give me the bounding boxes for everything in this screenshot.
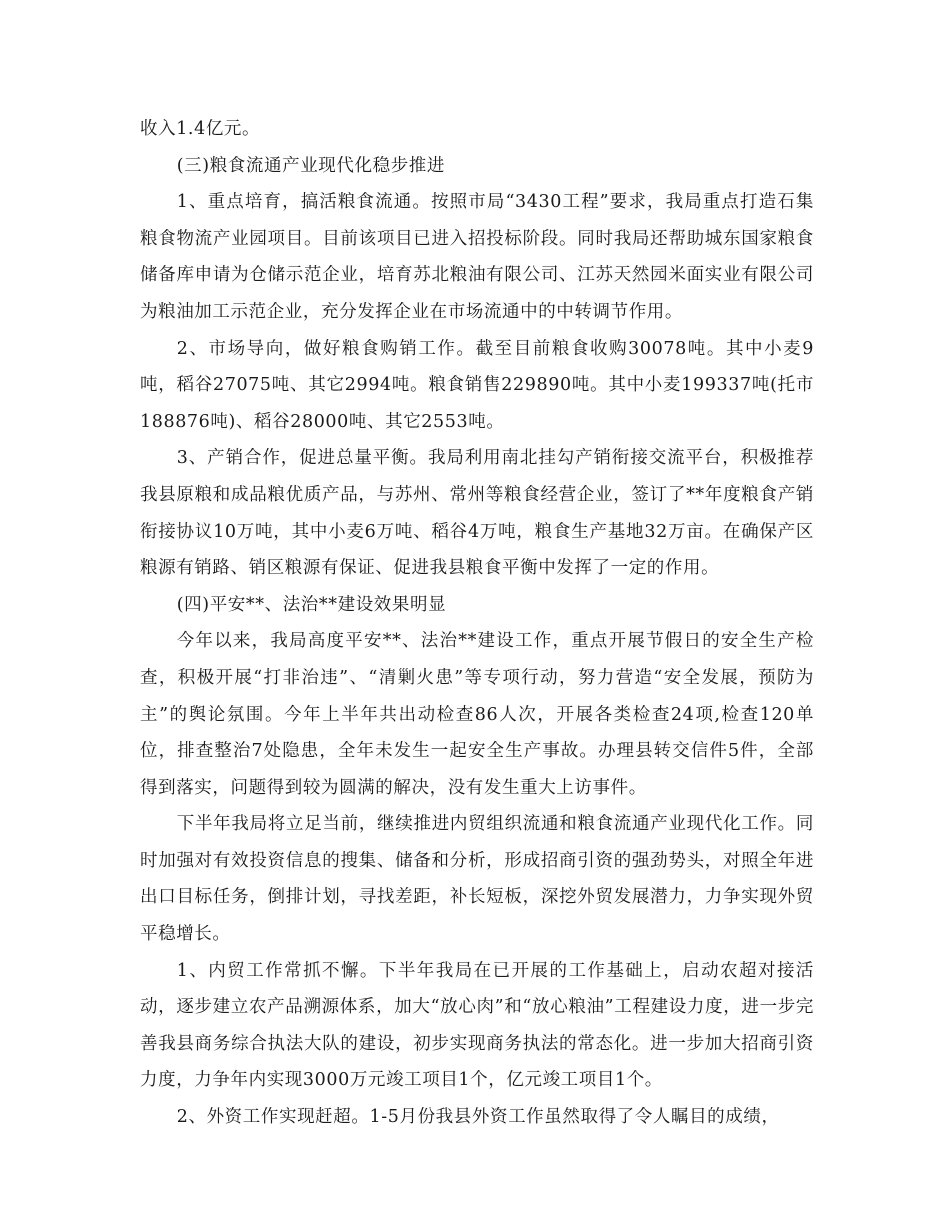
paragraph-foreign-investment: 2、外资工作实现赶超。1-5月份我县外资工作虽然取得了令人瞩目的成绩， xyxy=(176,1107,780,1128)
paragraph-grain-purchase-sales: 2、市场导向，做好粮食购销工作。截至目前粮食收购30078吨。其中小麦9吨，稻谷27075吨、其它2994吨。粮食销售229890吨。其中小麦199337吨(托市188876吨)、稻谷28000吨、其它2553吨。 xyxy=(140,338,814,432)
paragraph-grain-cultivation: 1、重点培育，搞活粮食流通。按照市局“3430工程”要求，我局重点打造石集粮食物流产业园项目。目前该项目已进入招投标阶段。同时我局还帮助城东国家粮食储备库申请为仓储示范企业，培育苏北粮油有限公司、江苏天然园米面实业有限公司为粮油加工示范企业，充分发挥企业在市场流通中的中转调节作用。 xyxy=(140,192,814,322)
paragraph-safety-inspections: 今年以来，我局高度平安**、法治**建设工作，重点开展节假日的安全生产检查，积极开展“打非治违”、“清剿火患”等专项行动，努力营造“安全发展，预防为主”的舆论氛围。今年上半年共出动检查86人次，开展各类检查24项,检查120单位，排查整治7处隐患，全年未发生一起安全生产事故。办理县转交信件5件，全部得到落实，问题得到较为圆满的解决，没有发生重大上访事件。 xyxy=(140,631,814,798)
section-heading-safety-rule-of-law: (四)平安**、法治**建设效果明显 xyxy=(176,594,447,615)
paragraph-production-sales-cooperation: 3、产销合作，促进总量平衡。我局利用南北挂勾产销衔接交流平台，积极推荐我县原粮和成品粮优质产品，与苏州、常州等粮食经营企业，签订了**年度粮食产销衔接协议10万吨，其中小麦6万吨、稻谷4万吨，粮食生产基地32万亩。在确保产区粮源有销路、销区粮源有保证、促进我县粮食平衡中发挥了一定的作用。 xyxy=(140,448,814,579)
paragraph-second-half-plan: 下半年我局将立足当前，继续推进内贸组织流通和粮食流通产业现代化工作。同时加强对有效投资信息的搜集、储备和分析，形成招商引资的强劲势头，对照全年进出口目标任务，倒排计划，寻找差距，补长短板，深挖外贸发展潜力，力争实现外贸平稳增长。 xyxy=(140,814,814,945)
paragraph-income-summary: 收入1.4亿元。 xyxy=(140,119,261,139)
section-heading-grain-circulation: (三)粮食流通产业现代化稳步推进 xyxy=(176,155,446,176)
document-body xyxy=(140,111,814,1136)
paragraph-domestic-trade: 1、内贸工作常抓不懈。下半年我局在已开展的工作基础上，启动农超对接活动，逐步建立农产品溯源体系，加大“放心肉”和“放心粮油”工程建设力度，进一步完善我县商务综合执法大队的建设，初步实现商务执法的常态化。进一步加大招商引资力度，力争年内实现3000万元竣工项目1个，亿元竣工项目1个。 xyxy=(140,960,814,1091)
